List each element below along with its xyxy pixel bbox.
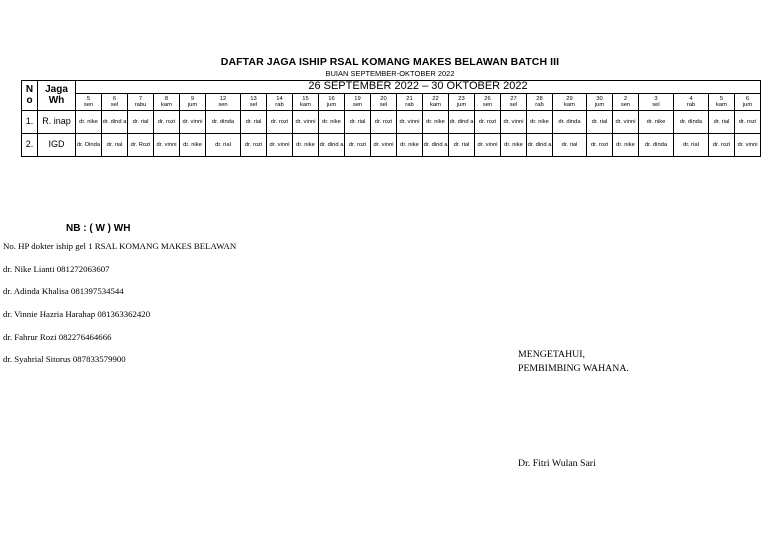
day-name: rab <box>275 102 284 108</box>
day-header <box>76 94 102 111</box>
day-date: 21 <box>406 95 413 102</box>
day-header <box>371 94 397 111</box>
day-date: 15 <box>302 95 309 102</box>
duty-cell: dr. nike <box>180 134 206 157</box>
day-date: 29 <box>566 95 573 102</box>
row-number: 1. <box>22 111 38 134</box>
duty-cell: dr. nike <box>613 134 639 157</box>
day-name: sen <box>352 102 363 108</box>
day-header <box>319 94 345 111</box>
contact-item: dr. Syahrial Sitorus 087833579900 <box>3 354 126 365</box>
day-header <box>553 94 587 111</box>
duty-cell: dr. rial <box>674 134 709 157</box>
header-row-period <box>22 81 761 94</box>
day-date: 7 <box>138 95 143 102</box>
duty-cell: dr. vinni <box>293 111 319 134</box>
approval-line: MENGETAHUI, <box>518 349 585 360</box>
day-name: jum <box>326 102 337 108</box>
day-date: 9 <box>190 95 195 102</box>
day-name: sen <box>620 102 631 108</box>
day-date: 2 <box>623 95 628 102</box>
table-row <box>22 134 761 157</box>
day-date: 3 <box>654 95 658 102</box>
duty-cell: dr. nike <box>319 111 345 134</box>
signer-name: Dr. Fitri Wulan Sari <box>518 458 596 469</box>
duty-cell: dr. dinda <box>674 111 709 134</box>
day-name: sen <box>83 102 94 108</box>
duty-cell: dr. vinni <box>180 111 206 134</box>
jaga-column-header: Jaga Wh <box>38 81 76 111</box>
day-name: jum <box>456 102 467 108</box>
duty-cell: dr. rial <box>709 111 735 134</box>
day-date: 14 <box>276 95 283 102</box>
day-name: kam <box>300 102 311 108</box>
day-date: 16 <box>328 95 335 102</box>
duty-cell: dr. rial <box>206 134 241 157</box>
duty-cell: dr. dind a <box>423 134 449 157</box>
day-date: 28 <box>536 95 543 102</box>
day-header <box>475 94 501 111</box>
duty-cell: dr. vinni <box>371 134 397 157</box>
day-name: jum <box>187 102 198 108</box>
document-title: DAFTAR JAGA ISHIP RSAL KOMANG MAKES BELAWAN BATCH III <box>220 56 560 68</box>
header-row-days <box>22 94 761 111</box>
day-header <box>397 94 423 111</box>
duty-cell: dr. nike <box>501 134 527 157</box>
day-date: 22 <box>432 95 439 102</box>
duty-cell: dr. vinni <box>613 111 639 134</box>
day-name: kam <box>430 102 441 108</box>
day-header <box>102 94 128 111</box>
day-name: sel <box>509 102 518 108</box>
duty-cell: dr. rozi <box>267 111 293 134</box>
day-header <box>527 94 553 111</box>
day-date: 27 <box>510 95 517 102</box>
duty-cell: dr. rial <box>128 111 154 134</box>
contact-item: dr. Nike Lianti 081272063607 <box>3 263 110 274</box>
approval-line: PEMBIMBING WAHANA. <box>518 363 629 374</box>
duty-cell: dr. Rozi <box>128 134 154 157</box>
approval-block <box>518 348 629 376</box>
day-header <box>154 94 180 111</box>
contact-item: dr. Fahrur Rozi 082276464666 <box>3 331 112 342</box>
duty-cell: dr. dind a <box>527 134 553 157</box>
day-name: sel <box>652 102 660 108</box>
duty-cell: dr. vinni <box>735 134 761 157</box>
duty-cell: dr. nike <box>639 111 674 134</box>
day-name: sel <box>249 102 258 108</box>
duty-cell: dr. rial <box>241 111 267 134</box>
day-date: 19 <box>354 95 361 102</box>
day-date: 23 <box>458 95 465 102</box>
day-name: kam <box>161 102 172 108</box>
day-date: 30 <box>596 95 603 102</box>
day-name: rab <box>535 102 544 108</box>
day-name: sel <box>110 102 119 108</box>
day-date: 6 <box>112 95 117 102</box>
day-name: kam <box>716 102 727 108</box>
day-date: 5 <box>719 95 724 102</box>
day-header <box>735 94 761 111</box>
day-header <box>345 94 371 111</box>
duty-cell: dr. rozi <box>371 111 397 134</box>
duty-cell: dr. Dinda <box>76 134 102 157</box>
contact-list <box>3 241 333 377</box>
duty-cell: dr. rial <box>102 134 128 157</box>
day-name: rab <box>405 102 414 108</box>
duty-unit: IGD <box>38 134 76 157</box>
day-date: 20 <box>380 95 387 102</box>
duty-cell: dr. rial <box>345 111 371 134</box>
day-header <box>423 94 449 111</box>
day-date: 5 <box>86 95 91 102</box>
day-header <box>180 94 206 111</box>
duty-cell: dr. dind a <box>102 111 128 134</box>
day-date: 13 <box>250 95 257 102</box>
day-header <box>613 94 639 111</box>
day-header <box>267 94 293 111</box>
day-name: sen <box>482 102 493 108</box>
duty-cell: dr. nike <box>527 111 553 134</box>
document-subtitle: BUIAN SEPTEMBER-OKTOBER 2022 <box>325 69 455 78</box>
duty-cell: dr. rozi <box>709 134 735 157</box>
day-header <box>639 94 674 111</box>
day-name: sen <box>218 102 228 108</box>
duty-cell: dr. nike <box>423 111 449 134</box>
day-header <box>501 94 527 111</box>
duty-cell: dr. dinda <box>553 111 587 134</box>
day-name: rabu <box>134 102 147 108</box>
duty-unit: R. inap <box>38 111 76 134</box>
duty-cell: dr. nike <box>397 134 423 157</box>
duty-cell: dr. vinni <box>501 111 527 134</box>
duty-cell: dr. vinni <box>267 134 293 157</box>
duty-cell: dr. vinni <box>154 134 180 157</box>
day-header <box>128 94 154 111</box>
duty-cell: dr. rial <box>587 111 613 134</box>
day-header <box>206 94 241 111</box>
day-header <box>674 94 709 111</box>
day-date: 26 <box>484 95 491 102</box>
duty-cell: dr. vinni <box>475 134 501 157</box>
duty-cell: dr. rial <box>449 134 475 157</box>
duty-cell: dr. rozi <box>241 134 267 157</box>
day-header <box>293 94 319 111</box>
day-header <box>241 94 267 111</box>
day-name: jum <box>742 102 753 108</box>
day-header <box>709 94 735 111</box>
no-column-header: N o <box>22 81 38 111</box>
duty-cell: dr. rozi <box>475 111 501 134</box>
contacts-title: No. HP dokter iship gel 1 RSAL KOMANG MAKES BELAWAN <box>3 241 237 251</box>
duty-roster-table <box>21 80 761 157</box>
duty-cell: dr. vinni <box>397 111 423 134</box>
duty-cell: dr. rozi <box>735 111 761 134</box>
nb-note: NB : ( W ) WH <box>66 223 131 234</box>
day-date: 12 <box>219 95 227 102</box>
duty-cell: dr. rial <box>553 134 587 157</box>
duty-cell: dr. rozi <box>587 134 613 157</box>
duty-cell: dr. rozi <box>345 134 371 157</box>
day-name: kam <box>564 102 575 108</box>
day-header <box>587 94 613 111</box>
contact-item: dr. Adinda Khalisa 081397534544 <box>3 286 124 297</box>
duty-cell: dr. nike <box>76 111 102 134</box>
day-name: sel <box>379 102 388 108</box>
day-date: 8 <box>164 95 169 102</box>
duty-cell: dr. nike <box>293 134 319 157</box>
period-header: 26 SEPTEMBER 2022 – 30 OKTOBER 2022 <box>76 81 761 94</box>
duty-cell: dr. dinda <box>206 111 241 134</box>
duty-cell: dr. dind a <box>449 111 475 134</box>
day-date: 4 <box>689 95 693 102</box>
day-header <box>449 94 475 111</box>
day-name: rab <box>686 102 696 108</box>
row-number: 2. <box>22 134 38 157</box>
contact-item: dr. Vinnie Hazria Harahap 081363362420 <box>3 309 151 320</box>
duty-cell: dr. dinda <box>639 134 674 157</box>
day-name: jum <box>594 102 605 108</box>
table-row <box>22 111 761 134</box>
duty-cell: dr. dind a <box>319 134 345 157</box>
duty-cell: dr. rozi <box>154 111 180 134</box>
day-date: 6 <box>745 95 750 102</box>
